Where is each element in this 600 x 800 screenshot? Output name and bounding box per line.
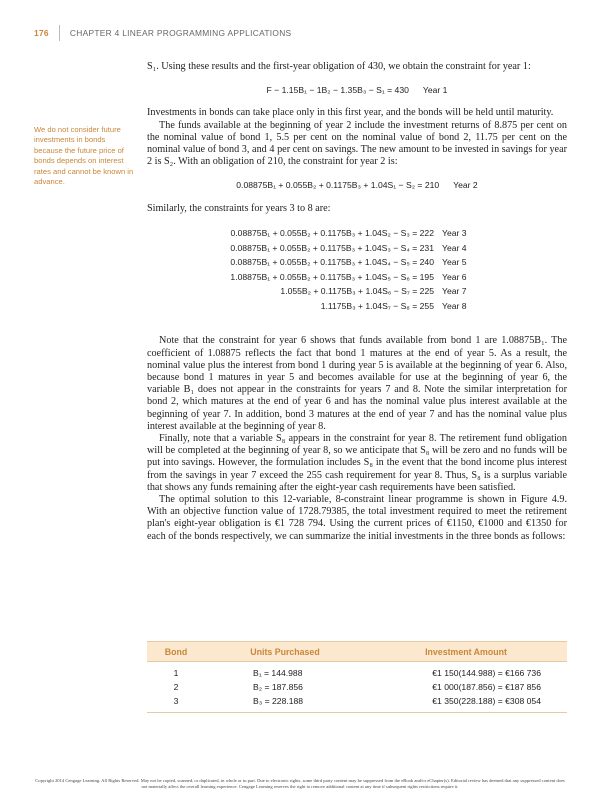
- equation-year-2: [147, 179, 567, 191]
- cell-units: B₃ = 228.188: [253, 696, 304, 706]
- paragraph-year-6-note: Note that the constraint for year 6 shows that funds available from bond 1 are 1.08875B₁. The coefficient of 1.08875 reflects the fact that bond 1 matures at the end of year 5. As a result, the nominal value plus the interest from bond 1 during year 5 is available at the beginning of year 6. Also, because bond 1 matures in year 5 and becomes available for use at the beginning of year 6, the variable B₁ does not appear in the constraints for years 7 and 8. Note the similar interpretation for bond 2, which matures at the end of year 6 and has the nominal value plus interest available at the beginning of year 7. In addition, bond 3 matures at the end of year 7 and has the nominal value plus interest available at the beginning of year 8.: [147, 335, 567, 432]
- constraint-row: [147, 240, 567, 255]
- header-divider: [59, 25, 60, 41]
- cell-units: B₂ = 187.856: [253, 682, 303, 692]
- intro-paragraph: S₁. Using these results and the first-year obligation of 430, we obtain the constraint for year 1:: [147, 61, 531, 72]
- constraint-row: [147, 255, 567, 270]
- table-body: [147, 662, 567, 713]
- constraint-year: Year 8: [442, 300, 467, 311]
- constraint-expression: 0.08875B₁ + 0.055B₂ + 0.1175B₃ + 1.04S₄ − S₅ = 240: [230, 257, 434, 268]
- constraint-row: [147, 270, 567, 285]
- constraint-expression: 1.08875B₁ + 0.055B₂ + 0.1175B₃ + 1.04S₅ − S₆ = 195: [230, 271, 434, 282]
- paragraph-optimal-solution: The optimal solution to this 12-variable, 8-constraint linear programme is shown in Figure 4.9. With an objective function value of 1728.79385, the total investment required to meet the retirement plan's eight-year obligation is €1 728 794. Using the current prices of €1150, €1000 and €1350 for each of the bonds respectively, we can summarize the initial investments in the three bonds as follows:: [147, 494, 567, 542]
- running-header: [34, 24, 566, 42]
- constraint-expression: 1.1175B₃ + 1.04S₇ − S₈ = 255: [320, 300, 434, 311]
- bond-investment-table: [147, 641, 567, 713]
- equation-year-1: [147, 84, 567, 96]
- column-header-units: Units Purchased: [250, 646, 320, 657]
- copyright-footer: Copyright 2014 Cengage Learning. All Rights Reserved. May not be copied, scanned, or duplicated, in whole or in part. Due to electronic rights, some third party content may be suppressed from the eBook and/or eChapter(s). Editorial review has deemed that any suppressed content does not materially affect the overall learning experience. Cengage Learning reserves the right to remove additional content at any time if subsequent rights restrictions require it.: [35, 778, 565, 789]
- cell-bond: 2: [173, 682, 179, 692]
- cell-amount: €1 350(228.188) = €308 054: [432, 696, 541, 706]
- table-header-row: [147, 641, 567, 662]
- page-number: 176: [34, 28, 49, 38]
- constraint-year: Year 7: [442, 286, 467, 297]
- constraint-equations: [147, 226, 567, 314]
- paragraph-surplus-variable: Finally, note that a variable S₈ appears in the constraint for year 8. The retirement fund obligation will be completed at the beginning of year 8, so we anticipate that S₈ will be zero and no funds will be put into savings. However, the formulation includes S₈ in the event that the bond income plus interest from the savings in year 7 exceed the 255 cash requirement for year 8. Thus, S₈ is a surplus variable that shows any funds remaining after the eight-year cash requirements have been satisfied.: [147, 433, 567, 493]
- equation-expression: 0.08875B₁ + 0.055B₂ + 0.1175B₃ + 1.04S₁ − S₂ = 210: [236, 180, 440, 191]
- column-header-amount: Investment Amount: [425, 646, 507, 657]
- main-text-column: [147, 61, 567, 543]
- constraint-row: [147, 299, 567, 314]
- constraint-expression: 1.055B₂ + 0.1175B₃ + 1.04S₆ − S₇ = 225: [280, 286, 434, 297]
- table-row: [147, 666, 567, 680]
- constraint-row: [147, 284, 567, 299]
- margin-note: We do not consider future investments in bonds because the future price of bonds depends on interest rates and cannot be known in advance.: [34, 125, 134, 187]
- equation-expression: F − 1.15B₁ − 1B₂ − 1.35B₃ − S₁ = 430: [266, 85, 409, 96]
- cell-amount: €1 000(187.856) = €187 856: [432, 682, 541, 692]
- paragraph-bonds-first-year: Investments in bonds can take place only in this first year, and the bonds will be held until maturity.: [147, 107, 554, 119]
- constraint-expression: 0.08875B₁ + 0.055B₂ + 0.1175B₃ + 1.04S₂ − S₃ = 222: [230, 228, 434, 239]
- table-row: [147, 680, 567, 694]
- constraint-year: Year 3: [442, 228, 467, 239]
- constraint-year: Year 5: [442, 257, 467, 268]
- column-header-bond: Bond: [164, 646, 188, 657]
- constraint-expression: 0.08875B₁ + 0.055B₂ + 0.1175B₃ + 1.04S₃ − S₄ = 231: [230, 242, 434, 253]
- paragraph-similarly: Similarly, the constraints for years 3 to 8 are:: [147, 202, 331, 214]
- chapter-title: CHAPTER 4 LINEAR PROGRAMMING APPLICATIONS: [69, 28, 292, 38]
- constraint-year: Year 4: [442, 242, 467, 253]
- equation-year-label: Year 1: [422, 85, 448, 96]
- constraint-row: [147, 226, 567, 241]
- constraint-year: Year 6: [442, 271, 467, 282]
- cell-units: B₁ = 144.988: [253, 668, 303, 678]
- cell-amount: €1 150(144.988) = €166 736: [432, 668, 541, 678]
- cell-bond: 1: [173, 668, 179, 678]
- table-row: [147, 694, 567, 708]
- equation-year-label: Year 2: [453, 180, 478, 191]
- paragraph-year-2-funds: The funds available at the beginning of year 2 include the investment returns of 8.875 per cent on the nominal value of bond 1, 5.5 per cent on the nominal value of bond 2, 11.75 per cent on the nominal value of bond 3, and 4 per cent on savings. The new amount to be invested in savings for year 2 is S₂. With an obligation of 210, the constraint for year 2 is:: [147, 119, 567, 168]
- cell-bond: 3: [173, 696, 179, 706]
